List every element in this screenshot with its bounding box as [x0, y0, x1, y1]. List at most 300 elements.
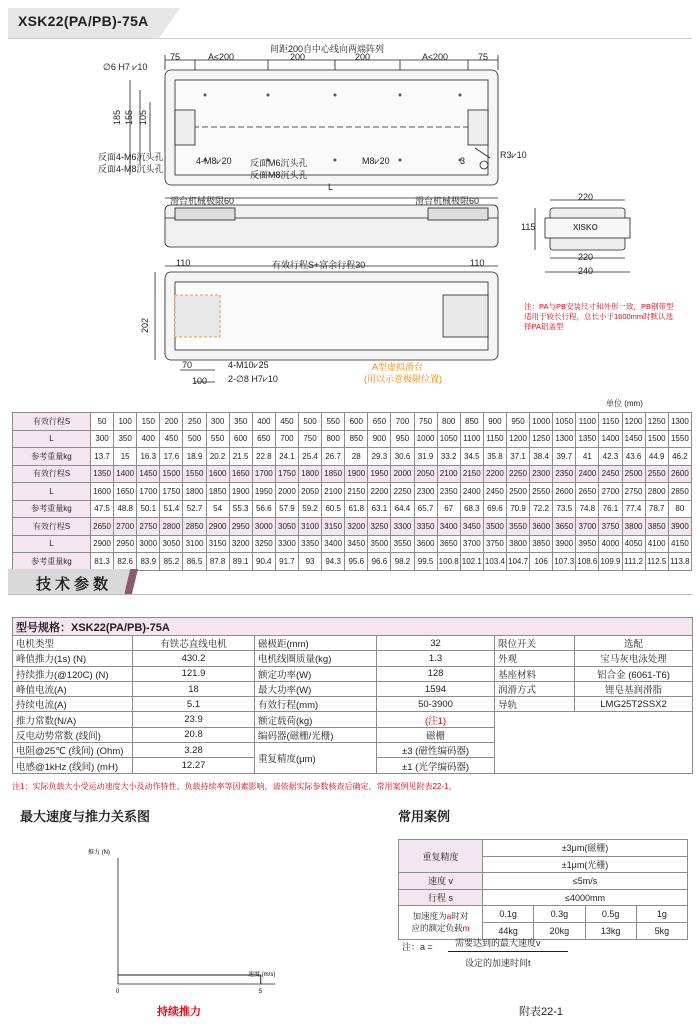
stroke-cell: 77.4 — [622, 500, 645, 518]
stroke-cell: 81.3 — [91, 553, 114, 571]
stroke-cell: 112.5 — [645, 553, 668, 571]
spec-label: 电感@1kHz (线间) (mH) — [13, 758, 133, 773]
stroke-cell: 350 — [114, 430, 137, 448]
stroke-cell: 108.6 — [576, 553, 599, 571]
stroke-cell: 650 — [252, 430, 275, 448]
stroke-cell: 16.3 — [137, 448, 160, 466]
stroke-cell: 600 — [345, 413, 368, 431]
stroke-cell: 2100 — [322, 483, 345, 501]
stroke-cell: 83.9 — [137, 553, 160, 571]
spec-row — [13, 697, 693, 712]
stroke-cell: 3650 — [437, 535, 460, 553]
continuous-force-line — [118, 975, 261, 984]
dim-202: 202 — [140, 318, 150, 334]
stroke-cell: 2250 — [506, 465, 529, 483]
stroke-cell: 3250 — [368, 518, 391, 536]
stroke-cell: 3400 — [322, 535, 345, 553]
stroke-cell: 1000 — [414, 430, 437, 448]
stroke-cell: 2250 — [391, 483, 414, 501]
stroke-cell: 3550 — [506, 518, 529, 536]
stroke-cell: 3350 — [414, 518, 437, 536]
spec-label: 外观 — [495, 651, 575, 666]
stroke-cell: 2100 — [437, 465, 460, 483]
stroke-cell: 400 — [252, 413, 275, 431]
x-axis-label: 速度 (m/s) — [248, 972, 276, 978]
stroke-cell: 3450 — [460, 518, 483, 536]
stroke-cell: 3050 — [160, 535, 183, 553]
stroke-cell: 850 — [345, 430, 368, 448]
stroke-cell: 250 — [183, 413, 206, 431]
spec-value: 12.27 — [133, 758, 255, 773]
virtual-slider-note: A型虚拟滑台 — [372, 362, 424, 372]
stroke-cell: 1350 — [576, 430, 599, 448]
stroke-row — [13, 553, 692, 571]
accel-2: 0.5g — [585, 906, 636, 923]
stroke-cell: 24.1 — [275, 448, 298, 466]
stroke-cell: 650 — [368, 413, 391, 431]
precision-label: 重复精度 — [399, 840, 483, 873]
stroke-cell: 3500 — [368, 535, 391, 553]
stroke-row — [13, 500, 692, 518]
stroke-cell: 600 — [229, 430, 252, 448]
stroke-cell: 1450 — [622, 430, 645, 448]
m6-sink: 反面M6沉头孔 — [250, 158, 308, 168]
stroke-cell: 2000 — [391, 465, 414, 483]
thread-4m8: 4-M8⩗20 — [196, 156, 232, 166]
stroke-row — [13, 465, 692, 483]
spec-value: 铝合金 (6061-T6) — [575, 666, 693, 681]
stroke-cell: 64.4 — [391, 500, 414, 518]
stroke-cell: 3650 — [553, 518, 576, 536]
stroke-cell: 109.9 — [599, 553, 622, 571]
stroke-cell: 2600 — [668, 465, 691, 483]
dim-220-top: 220 — [578, 192, 594, 202]
stroke-cell: 1800 — [183, 483, 206, 501]
stroke-cell: 86.5 — [183, 553, 206, 571]
stroke-cell: 1500 — [645, 430, 668, 448]
stroke-cell: 2450 — [483, 483, 506, 501]
stroke-cell: 42.3 — [599, 448, 622, 466]
stroke-cell: 1400 — [599, 430, 622, 448]
stroke-cell: 2450 — [599, 465, 622, 483]
stroke-cell: 1100 — [460, 430, 483, 448]
stroke-cell: 3150 — [322, 518, 345, 536]
stroke-cell: 3850 — [530, 535, 553, 553]
stroke-cell: 39.7 — [553, 448, 576, 466]
stroke-cell: 2500 — [506, 483, 529, 501]
stroke-cell: 2300 — [530, 465, 553, 483]
stroke-cell: 3550 — [391, 535, 414, 553]
stroke-cell: 113.8 — [668, 553, 691, 571]
stroke-cell: 2200 — [368, 483, 391, 501]
dim-110-left: 110 — [176, 258, 191, 268]
spec-value: 宝马灰电泳处理 — [575, 651, 693, 666]
stroke-cell: 90.4 — [252, 553, 275, 571]
stroke-cell: 2700 — [114, 518, 137, 536]
stroke-cell: 47.5 — [91, 500, 114, 518]
stroke-cell: 800 — [437, 413, 460, 431]
stroke-cell: 300 — [91, 430, 114, 448]
stroke-cell: 67 — [437, 500, 460, 518]
stroke-cell: 69.6 — [483, 500, 506, 518]
stroke-cell: 300 — [206, 413, 229, 431]
spec-value: 选配 — [575, 636, 693, 651]
spec-row — [13, 651, 693, 666]
spec-value: 1.3 — [377, 651, 495, 666]
stroke-cell: 2500 — [622, 465, 645, 483]
spec-label: 基座材料 — [495, 666, 575, 681]
stroke-cell: 1150 — [483, 430, 506, 448]
stroke-cell: 3900 — [553, 535, 576, 553]
dim-a200-left: A≤200 — [208, 52, 234, 62]
stroke-cell: 41 — [576, 448, 599, 466]
stroke-cell: 850 — [460, 413, 483, 431]
stroke-row — [13, 430, 692, 448]
accel-label: 加速度为a时对 应的额定负载m — [399, 906, 483, 939]
stroke-value: ≤4000mm — [483, 889, 688, 906]
dim-3: 3 — [460, 156, 466, 166]
stroke-cell: 500 — [183, 430, 206, 448]
stroke-cell: 3100 — [183, 535, 206, 553]
formula-denominator: 设定的加速时间t — [465, 958, 531, 968]
counterbore-m6: 反面4-M6沉头孔 — [98, 152, 164, 162]
stroke-row-label: 有效行程S — [13, 518, 91, 536]
stroke-cell: 104.7 — [506, 553, 529, 571]
stroke-cell: 550 — [206, 430, 229, 448]
stroke-weight-table — [12, 412, 692, 571]
stroke-cell: 38.4 — [530, 448, 553, 466]
stroke-cell: 43.6 — [622, 448, 645, 466]
stroke-row — [13, 448, 692, 466]
stroke-cell: 2200 — [483, 465, 506, 483]
stroke-cell: 2300 — [414, 483, 437, 501]
stroke-cell: 2550 — [530, 483, 553, 501]
stroke-cell: 107.3 — [553, 553, 576, 571]
spec-label: 编码器(磁栅/光栅) — [255, 727, 377, 742]
spec-label: 持续推力(@120C) (N) — [13, 666, 133, 681]
dim-75-right: 75 — [478, 52, 489, 62]
stroke-cell: 1050 — [553, 413, 576, 431]
spec-value: 磁栅 — [377, 727, 495, 742]
spec-value: 121.9 — [133, 666, 255, 681]
stroke-cell: 21.5 — [229, 448, 252, 466]
stroke-cell: 950 — [506, 413, 529, 431]
stroke-cell: 100 — [114, 413, 137, 431]
spec-value: 430.2 — [133, 651, 255, 666]
stroke-cell: 35.8 — [483, 448, 506, 466]
stroke-cell: 3600 — [530, 518, 553, 536]
stroke-cell: 2800 — [160, 518, 183, 536]
stroke-cell: 4100 — [645, 535, 668, 553]
stroke-cell: 1200 — [506, 430, 529, 448]
stroke-cell: 1500 — [160, 465, 183, 483]
stroke-cell: 2650 — [91, 518, 114, 536]
stroke-cell: 3600 — [414, 535, 437, 553]
stroke-cell: 111.2 — [622, 553, 645, 571]
stroke-cell: 500 — [298, 413, 321, 431]
stroke-cell: 950 — [391, 430, 414, 448]
hole-phi8: 2-∅8 H7⩗10 — [228, 374, 278, 384]
spec-row — [13, 712, 693, 727]
stroke-cell: 2850 — [668, 483, 691, 501]
stroke-cell: 33.2 — [437, 448, 460, 466]
stroke-cell: 55.3 — [229, 500, 252, 518]
stroke-label: 行程 s — [399, 889, 483, 906]
stroke-cell: 3050 — [275, 518, 298, 536]
dim-105: 105 — [138, 110, 148, 126]
stroke-cell: 54 — [206, 500, 229, 518]
stroke-cell: 1600 — [206, 465, 229, 483]
stroke-cell: 94.3 — [322, 553, 345, 571]
stroke-cell: 50.1 — [137, 500, 160, 518]
spec-label: 限位开关 — [495, 636, 575, 651]
dim-200-a: 200 — [290, 52, 306, 62]
technical-drawing — [0, 40, 700, 400]
stroke-cell: 44.9 — [645, 448, 668, 466]
stroke-cell: 34.5 — [460, 448, 483, 466]
speed-value: ≤5m/s — [483, 873, 688, 890]
stroke-cell: 74.8 — [576, 500, 599, 518]
precision-mag: ±3μm(磁栅) — [483, 840, 688, 857]
stroke-cell: 72.2 — [530, 500, 553, 518]
stroke-cell: 51.4 — [160, 500, 183, 518]
spec-value: 5.1 — [133, 697, 255, 712]
spec-value: 1594 — [377, 681, 495, 696]
stroke-cell: 4000 — [599, 535, 622, 553]
stroke-cell: 3300 — [275, 535, 298, 553]
x-tick-label: 5 — [258, 989, 263, 995]
dim-100: 100 — [192, 376, 208, 386]
stroke-cell: 3300 — [391, 518, 414, 536]
stroke-cell: 1700 — [252, 465, 275, 483]
stroke-cell: 102.1 — [460, 553, 483, 571]
stroke-cell: 1200 — [622, 413, 645, 431]
stroke-row-label: 参考重量kg — [13, 553, 91, 571]
counterbore-m8: 反面4-M8沉头孔 — [98, 164, 164, 174]
stroke-cell: 3900 — [668, 518, 691, 536]
stroke-cell: 2150 — [345, 483, 368, 501]
stroke-cell: 29.3 — [368, 448, 391, 466]
dim-185: 185 — [112, 110, 122, 126]
stroke-cell: 3750 — [483, 535, 506, 553]
stroke-cell: 2700 — [599, 483, 622, 501]
stroke-cell: 200 — [160, 413, 183, 431]
stroke-cell: 98.2 — [391, 553, 414, 571]
spec-footnote: 注1：实际负载大小受运动速度大小及动作特性、负载持续率等因素影响，请依据实际参数核查后确定，常用案例见附表22-1。 — [12, 782, 457, 791]
stroke-cell: 3400 — [437, 518, 460, 536]
stroke-cell: 50 — [91, 413, 114, 431]
page-label: 附表22-1 — [519, 1006, 564, 1018]
stroke-cell: 2600 — [553, 483, 576, 501]
stroke-row-label: L — [13, 483, 91, 501]
stroke-cell: 1300 — [668, 413, 691, 431]
stroke-cell: 96.6 — [368, 553, 391, 571]
stroke-cell: 3200 — [345, 518, 368, 536]
spec-label: 有效行程(mm) — [255, 697, 377, 712]
stroke-cell: 68.3 — [460, 500, 483, 518]
spec-value: 32 — [377, 636, 495, 651]
stroke-cell: 3800 — [622, 518, 645, 536]
spec-label: 电机线圈质量(kg) — [255, 651, 377, 666]
dim-a200-right: A≤200 — [422, 52, 448, 62]
stroke-cell: 1950 — [368, 465, 391, 483]
spec-label: 持续电流(A) — [13, 697, 133, 712]
stroke-cell: 1350 — [91, 465, 114, 483]
virtual-slider-note-sub: (用以示意极限位置) — [364, 374, 442, 384]
spec-label: 润滑方式 — [495, 681, 575, 696]
stroke-cell: 26.7 — [322, 448, 345, 466]
stroke-cell: 93 — [298, 553, 321, 571]
spec-value: 3.28 — [133, 743, 255, 758]
stroke-cell: 3450 — [345, 535, 368, 553]
stroke-cell: 20.2 — [206, 448, 229, 466]
stroke-cell: 59.2 — [298, 500, 321, 518]
spec-value: 20.8 — [133, 727, 255, 742]
stroke-cell: 2000 — [275, 483, 298, 501]
stroke-row-label: 有效行程S — [13, 465, 91, 483]
formula-numerator: 需要达到的最大速度v — [455, 938, 541, 948]
tech-section-title: 技术参数 — [36, 576, 113, 593]
accel-1: 0.3g — [534, 906, 585, 923]
spec-value: ±1 (光学编码器) — [377, 758, 495, 773]
stroke-cell: 400 — [137, 430, 160, 448]
load-3: 5kg — [636, 922, 687, 939]
spec-label: 电阻@25℃ (线间) (Ohm) — [13, 743, 133, 758]
stroke-note: 有效行程S+富余行程30 — [272, 260, 366, 270]
stroke-cell: 3100 — [298, 518, 321, 536]
stroke-cell: 1300 — [553, 430, 576, 448]
dim-240: 240 — [578, 266, 594, 276]
stroke-cell: 1000 — [530, 413, 553, 431]
stroke-cell: 82.6 — [114, 553, 137, 571]
stroke-cell: 61.8 — [345, 500, 368, 518]
stroke-cell: 800 — [322, 430, 345, 448]
spec-value: 50-3900 — [377, 697, 495, 712]
stroke-cell: 1250 — [530, 430, 553, 448]
stroke-cell: 4050 — [622, 535, 645, 553]
dim-70: 70 — [182, 360, 193, 370]
load-0: 44kg — [483, 922, 534, 939]
dim-115: 115 — [521, 222, 536, 232]
stroke-cell: 1150 — [599, 413, 622, 431]
spec-value: 18 — [133, 681, 255, 696]
stroke-cell: 78.7 — [645, 500, 668, 518]
stroke-cell: 1100 — [576, 413, 599, 431]
cases-heading: 常用案例 — [398, 809, 451, 824]
spec-value: 23.9 — [133, 712, 255, 727]
speed-label: 速度 v — [399, 873, 483, 890]
stroke-cell: 25.4 — [298, 448, 321, 466]
spec-value: (注1) — [377, 712, 495, 727]
spec-value: 128 — [377, 666, 495, 681]
stroke-cell: 70.9 — [506, 500, 529, 518]
stroke-cell: 48.8 — [114, 500, 137, 518]
chart-heading: 最大速度与推力关系图 — [20, 809, 151, 824]
stroke-cell: 1850 — [206, 483, 229, 501]
stroke-cell: 91.7 — [275, 553, 298, 571]
radius-r3: R3⩗10 — [500, 150, 527, 160]
stroke-cell: 1750 — [160, 483, 183, 501]
dim-75-left: 75 — [170, 52, 181, 62]
stroke-cell: 2350 — [437, 483, 460, 501]
stroke-cell: 1900 — [229, 483, 252, 501]
stroke-cell: 95.6 — [345, 553, 368, 571]
stroke-cell: 100.8 — [437, 553, 460, 571]
stroke-cell: 2800 — [645, 483, 668, 501]
stroke-cell: 1400 — [114, 465, 137, 483]
stroke-cell: 2850 — [183, 518, 206, 536]
stroke-cell: 700 — [391, 413, 414, 431]
stroke-cell: 450 — [275, 413, 298, 431]
stroke-cell: 17.6 — [160, 448, 183, 466]
stroke-cell: 99.5 — [414, 553, 437, 571]
spec-value: 有铁芯直线电机 — [133, 636, 255, 651]
stroke-cell: 2150 — [460, 465, 483, 483]
stroke-cell: 3850 — [645, 518, 668, 536]
spec-label: 电机类型 — [13, 636, 133, 651]
stroke-cell: 3250 — [252, 535, 275, 553]
thread-m8: M8⩗20 — [362, 156, 390, 166]
stroke-cell: 1050 — [437, 430, 460, 448]
stroke-cell: 3800 — [506, 535, 529, 553]
tech-section-header — [8, 569, 692, 595]
stroke-cell: 1850 — [322, 465, 345, 483]
spec-row — [13, 666, 693, 681]
stroke-cell: 1750 — [275, 465, 298, 483]
stroke-cell: 30.6 — [391, 448, 414, 466]
spec-value: ±3 (磁性编码器) — [377, 743, 495, 758]
stroke-cell: 76.1 — [599, 500, 622, 518]
stroke-cell: 22.8 — [252, 448, 275, 466]
hole-phi6: ∅6 H7 ⩗10 — [103, 62, 148, 72]
stroke-cell: 13.7 — [91, 448, 114, 466]
dim-200-b: 200 — [355, 52, 371, 62]
stroke-row-label: L — [13, 535, 91, 553]
formula-prefix: 注：a = — [402, 942, 433, 952]
cases-table — [398, 839, 688, 940]
stroke-cell: 1800 — [298, 465, 321, 483]
stroke-cell: 750 — [414, 413, 437, 431]
stroke-cell: 1650 — [114, 483, 137, 501]
dim-155: 155 — [124, 110, 134, 126]
spec-empty-cell — [495, 712, 693, 773]
stroke-cell: 87.8 — [206, 553, 229, 571]
stroke-cell: 450 — [160, 430, 183, 448]
stroke-cell: 103.4 — [483, 553, 506, 571]
chart-caption: 持续推力 — [157, 1006, 201, 1018]
stroke-cell: 3750 — [599, 518, 622, 536]
stroke-cell: 28 — [345, 448, 368, 466]
stroke-row — [13, 535, 692, 553]
stroke-cell: 3700 — [576, 518, 599, 536]
spec-label: 峰值推力(1s) (N) — [13, 651, 133, 666]
stroke-cell: 31.9 — [414, 448, 437, 466]
stroke-cell: 700 — [275, 430, 298, 448]
stroke-cell: 550 — [322, 413, 345, 431]
spec-value: 锂皂基润滑脂 — [575, 681, 693, 696]
stroke-cell: 350 — [229, 413, 252, 431]
y-axis-label: 推力 (N) — [88, 850, 110, 856]
stroke-cell: 106 — [530, 553, 553, 571]
stroke-cell: 1250 — [645, 413, 668, 431]
spec-row — [13, 636, 693, 651]
speed-force-chart — [60, 838, 290, 998]
stroke-cell: 2750 — [137, 518, 160, 536]
dim-110-right: 110 — [470, 258, 485, 268]
stroke-cell: 900 — [483, 413, 506, 431]
stroke-cell: 73.5 — [553, 500, 576, 518]
stroke-cell: 3350 — [298, 535, 321, 553]
